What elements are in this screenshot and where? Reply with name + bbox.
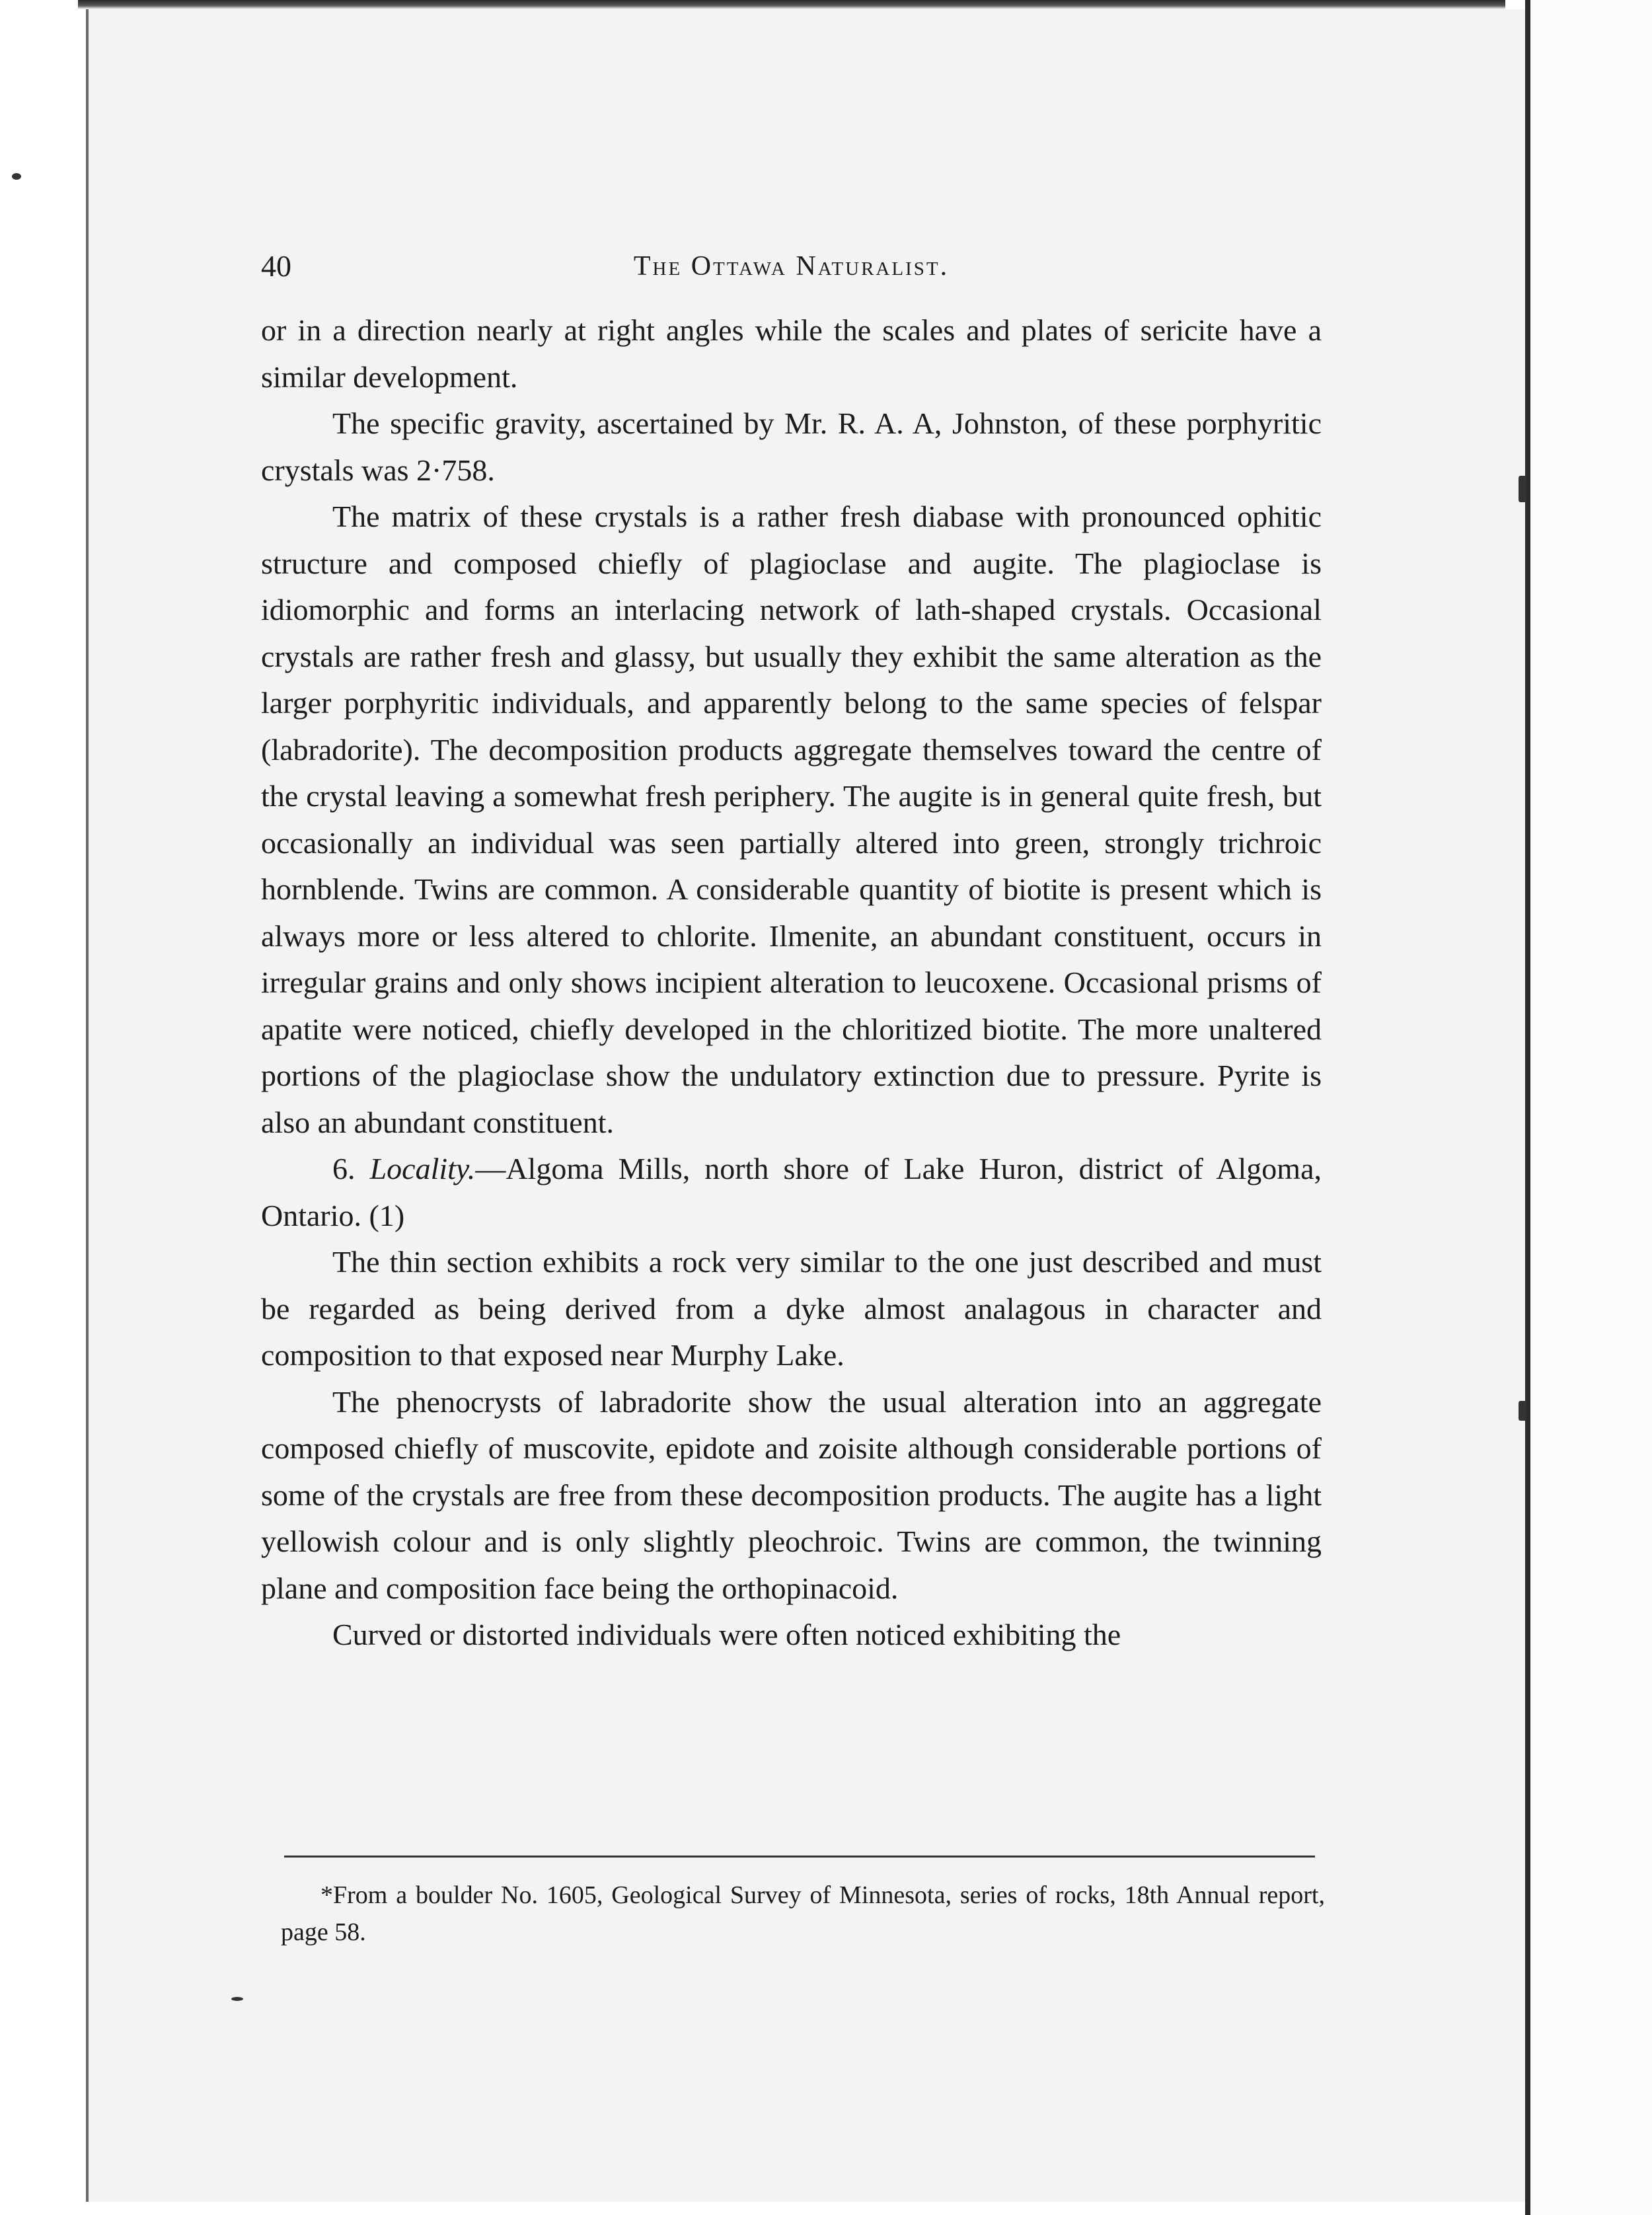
page-number: 40 (261, 249, 291, 283)
margin-speck (12, 173, 21, 180)
locality-text: —Algoma Mills, north shore of Lake Huron, district of Algoma, Ontario. (1) (261, 1152, 1322, 1232)
margin-speck (1519, 476, 1526, 502)
footnote-text: *From a boulder No. 1605, Geological Survey of Minnesota, series of rocks, 18th Annual report, page 58. (281, 1881, 1325, 1946)
scan-top-edge (78, 0, 1505, 9)
locality-label: Locality. (369, 1152, 476, 1185)
paragraph-continuation: or in a direction nearly at right angles while the scales and plates of sericite have a similar development. (261, 313, 1322, 394)
paragraph-thin-section: The thin section exhibits a rock very similar to the one just described and must be regarded as being derived from a dyke almost analagous in character and composition to that exposed near Murphy Lake. (261, 1245, 1322, 1372)
locality-number: 6. (332, 1152, 356, 1185)
running-title: The Ottawa Naturalist. (633, 251, 950, 282)
paragraph-locality (261, 1146, 1322, 1239)
footnote-divider (284, 1856, 1315, 1858)
facing-page-margin (1530, 0, 1652, 2215)
paragraph-curved-individuals: Curved or distorted individuals were often noticed exhibiting the (332, 1618, 1121, 1651)
paragraph-phenocrysts: The phenocrysts of labradorite show the usual alteration into an aggregate composed chiefly of muscovite, epidote and zoisite although considerable portions of some of the crystals are free from these decomposition products. The augite has a light yellowish colour and is only slightly pleochroic. Twins are common, the twinning plane and composition face being the orthopinacoid. (261, 1384, 1322, 1605)
paragraph-matrix: The matrix of these crystals is a rather fresh diabase with pronounced ophitic structure and composed chiefly of plagioclase and augite. The plagioclase is idiomorphic and forms an interlacing network of lath-shaped crystals. Occasional crystals are rather fresh and glassy, but usually they exhibit the same alteration as the larger porphyritic individuals, and apparently belong to the same species of felspar (labradorite). The decomposition products aggregate themselves toward the centre of the crystal leaving a somewhat fresh periphery. The augite is in general quite fresh, but occasionally an individual was seen partially altered into green, strongly trichroic hornblende. Twins are common. A considerable quantity of biotite is present which is always more or less altered to chlorite. Ilmenite, an abundant constituent, occurs in irregular grains and only shows incipient alteration to leucoxene. Occasional prisms of apatite were noticed, chiefly developed in the chloritized biotite. The more unaltered portions of the plagioclase show the undulatory extinction due to pressure. Pyrite is also an abundant constituent. (261, 500, 1322, 1139)
footnote (281, 1877, 1325, 1951)
body-text (261, 307, 1322, 1659)
paragraph-specific-gravity: The specific gravity, ascertained by Mr. R. A. A, Johnston, of these porphyritic crystals was 2·758. (261, 406, 1322, 487)
page-header (261, 243, 1322, 289)
margin-speck (1519, 1401, 1526, 1421)
margin-speck (231, 1997, 243, 2001)
page-gutter-edge (1525, 0, 1530, 2215)
